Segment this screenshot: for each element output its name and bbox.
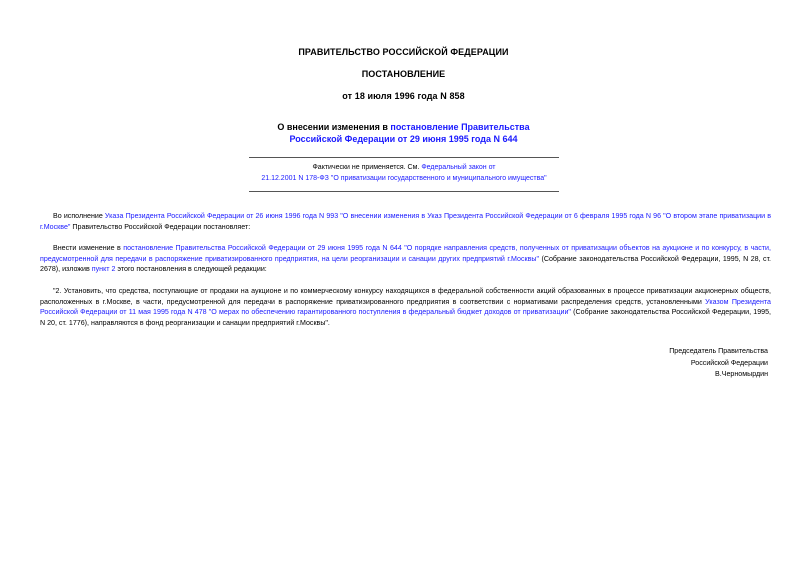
para3-suffix: (Собрание законодательства Российской Федерации, 1995, N 20, ст. 1776), направляются в фонд реорганизации и санации предприятий г.Москвы". [40,308,771,327]
note-prefix: Фактически не применяется. См. [312,164,422,171]
signature-line2: Российской Федерации [690,358,768,367]
title-link-line1[interactable]: постановление Правительства [390,122,530,132]
title-prefix: О внесении изменения в [277,122,391,132]
paragraph-3 [40,286,771,328]
editorial-note [249,157,559,192]
document-title [0,121,807,145]
paragraph-2 [40,243,771,275]
note-line2 [249,173,559,184]
note-link-part1[interactable]: Федеральный закон от [421,164,496,171]
document-type-heading: ПОСТАНОВЛЕНИЕ [361,69,446,79]
issuer-heading: ПРАВИТЕЛЬСТВО РОССИЙСКОЙ ФЕДЕРАЦИИ [298,47,509,57]
para1-link[interactable]: Указа Президента Российской Федерации от 26 июня 1996 года N 993 "О внесении изменения в Указ Президента Российской Федерации от 6 февраля 1995 года N 96 "О втором этапе приватизации в г.Москве" [40,212,771,231]
signature-line1: Председатель Правительства [669,347,768,355]
para2-middle: (Собрание законодательства Российской Федерации, 1995, N 28, ст. 2678), изложив [40,254,772,274]
para2-suffix: этого постановления в следующей редакции: [115,265,267,274]
title-link-line2[interactable]: Российской Федерации от 29 июня 1995 года N 644 [289,134,518,144]
para2-link[interactable]: постановление Правительства Российской Федерации от 29 июня 1995 года N 644 "О порядке направления средств, полученных от приватизации объектов на аукционе и по конкурсу, в части, предусмотренной для передачи в распоряжение приватизированного предприятия, на цели реорганизации и санации других предприятий г.Москвы" [40,244,771,263]
note-link-part2[interactable]: 21.12.2001 N 178-ФЗ "О приватизации государственного и муниципального имущества" [261,175,547,182]
paragraph-1 [40,211,771,232]
signature-line3: В.Черномырдин [715,370,768,378]
para1-suffix: Правительство Российской Федерации постановляет: [70,222,251,231]
signature-block [669,346,768,381]
para1-prefix: Во исполнение [53,212,105,220]
para2-prefix: Внести изменение в [53,244,124,252]
para3-prefix: "2. Установить, что средства, поступающие от продажи на аукционе и по коммерческому конкурсу находящихся в федеральной собственности акций образованных в процессе приватизации акционерных обществ, расположенных в г.Москве, в части, предусмотренной для передачи в распоряжение приватизированного предприятия в соответствии с нормативами распределения средств, установленными [40,287,771,306]
note-line1 [249,162,559,173]
document-date-number: от 18 июля 1996 года N 858 [342,91,465,101]
para2-link-clause[interactable]: пункт 2 [91,265,116,274]
para3-link[interactable]: Указом Президента Российской Федерации от 11 мая 1995 года N 478 "О мерах по обеспечению гарантированного поступления в федеральный бюджет доходов от приватизации" [40,297,771,317]
